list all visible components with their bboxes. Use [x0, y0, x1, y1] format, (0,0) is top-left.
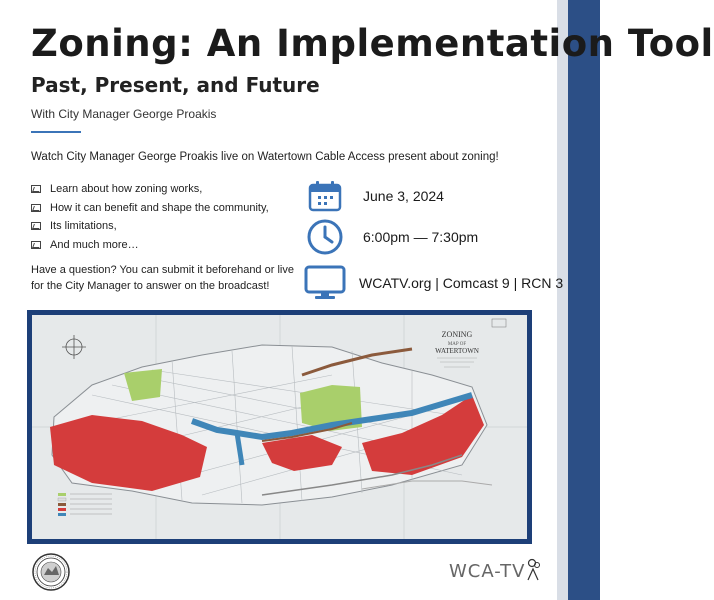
- decorative-stripe-dark: [568, 0, 600, 600]
- event-date: June 3, 2024: [363, 188, 444, 204]
- list-item: And much more…: [31, 236, 269, 255]
- event-time: 6:00pm — 7:30pm: [363, 229, 479, 245]
- envelope-icon: [31, 222, 41, 230]
- calendar-icon: [305, 176, 345, 216]
- event-channels: WCATV.org | Comcast 9 | RCN 3: [359, 275, 564, 291]
- event-date-row: [305, 176, 444, 216]
- map-title-line2: MAP OF: [447, 342, 467, 347]
- map-title-line1: ZONING: [441, 330, 473, 339]
- wca-tv-logo: [449, 558, 541, 582]
- film-reel-icon: [525, 558, 541, 582]
- topic-list: [31, 180, 269, 254]
- clock-icon: [305, 217, 345, 257]
- map-title-line3: WATERTOWN: [435, 347, 479, 355]
- city-seal-logo: [32, 553, 70, 591]
- envelope-icon: [31, 185, 41, 193]
- zoning-map: [27, 310, 532, 544]
- title-divider: [31, 131, 81, 133]
- envelope-icon: [31, 204, 41, 212]
- page-subtitle: Past, Present, and Future: [31, 73, 320, 97]
- intro-text: Watch City Manager George Proakis live on Watertown Cable Access present about zoning!: [31, 151, 499, 163]
- list-item: Its limitations,: [31, 217, 269, 236]
- byline: With City Manager George Proakis: [31, 107, 217, 121]
- tv-monitor-icon: [305, 263, 345, 303]
- event-channel-row: [305, 263, 563, 303]
- list-item: How it can benefit and shape the community,: [31, 199, 269, 218]
- question-text: Have a question? You can submit it beforehand or live for the City Manager to answer on the broadcast!: [31, 264, 294, 292]
- event-time-row: [305, 217, 478, 257]
- zoning-map-graphic: [32, 315, 527, 539]
- wca-tv-logo-text: WCA-TV: [449, 561, 526, 582]
- page-title: Zoning: An Implementation Tool: [31, 22, 714, 65]
- envelope-icon: [31, 241, 41, 249]
- list-item: Learn about how zoning works,: [31, 180, 269, 199]
